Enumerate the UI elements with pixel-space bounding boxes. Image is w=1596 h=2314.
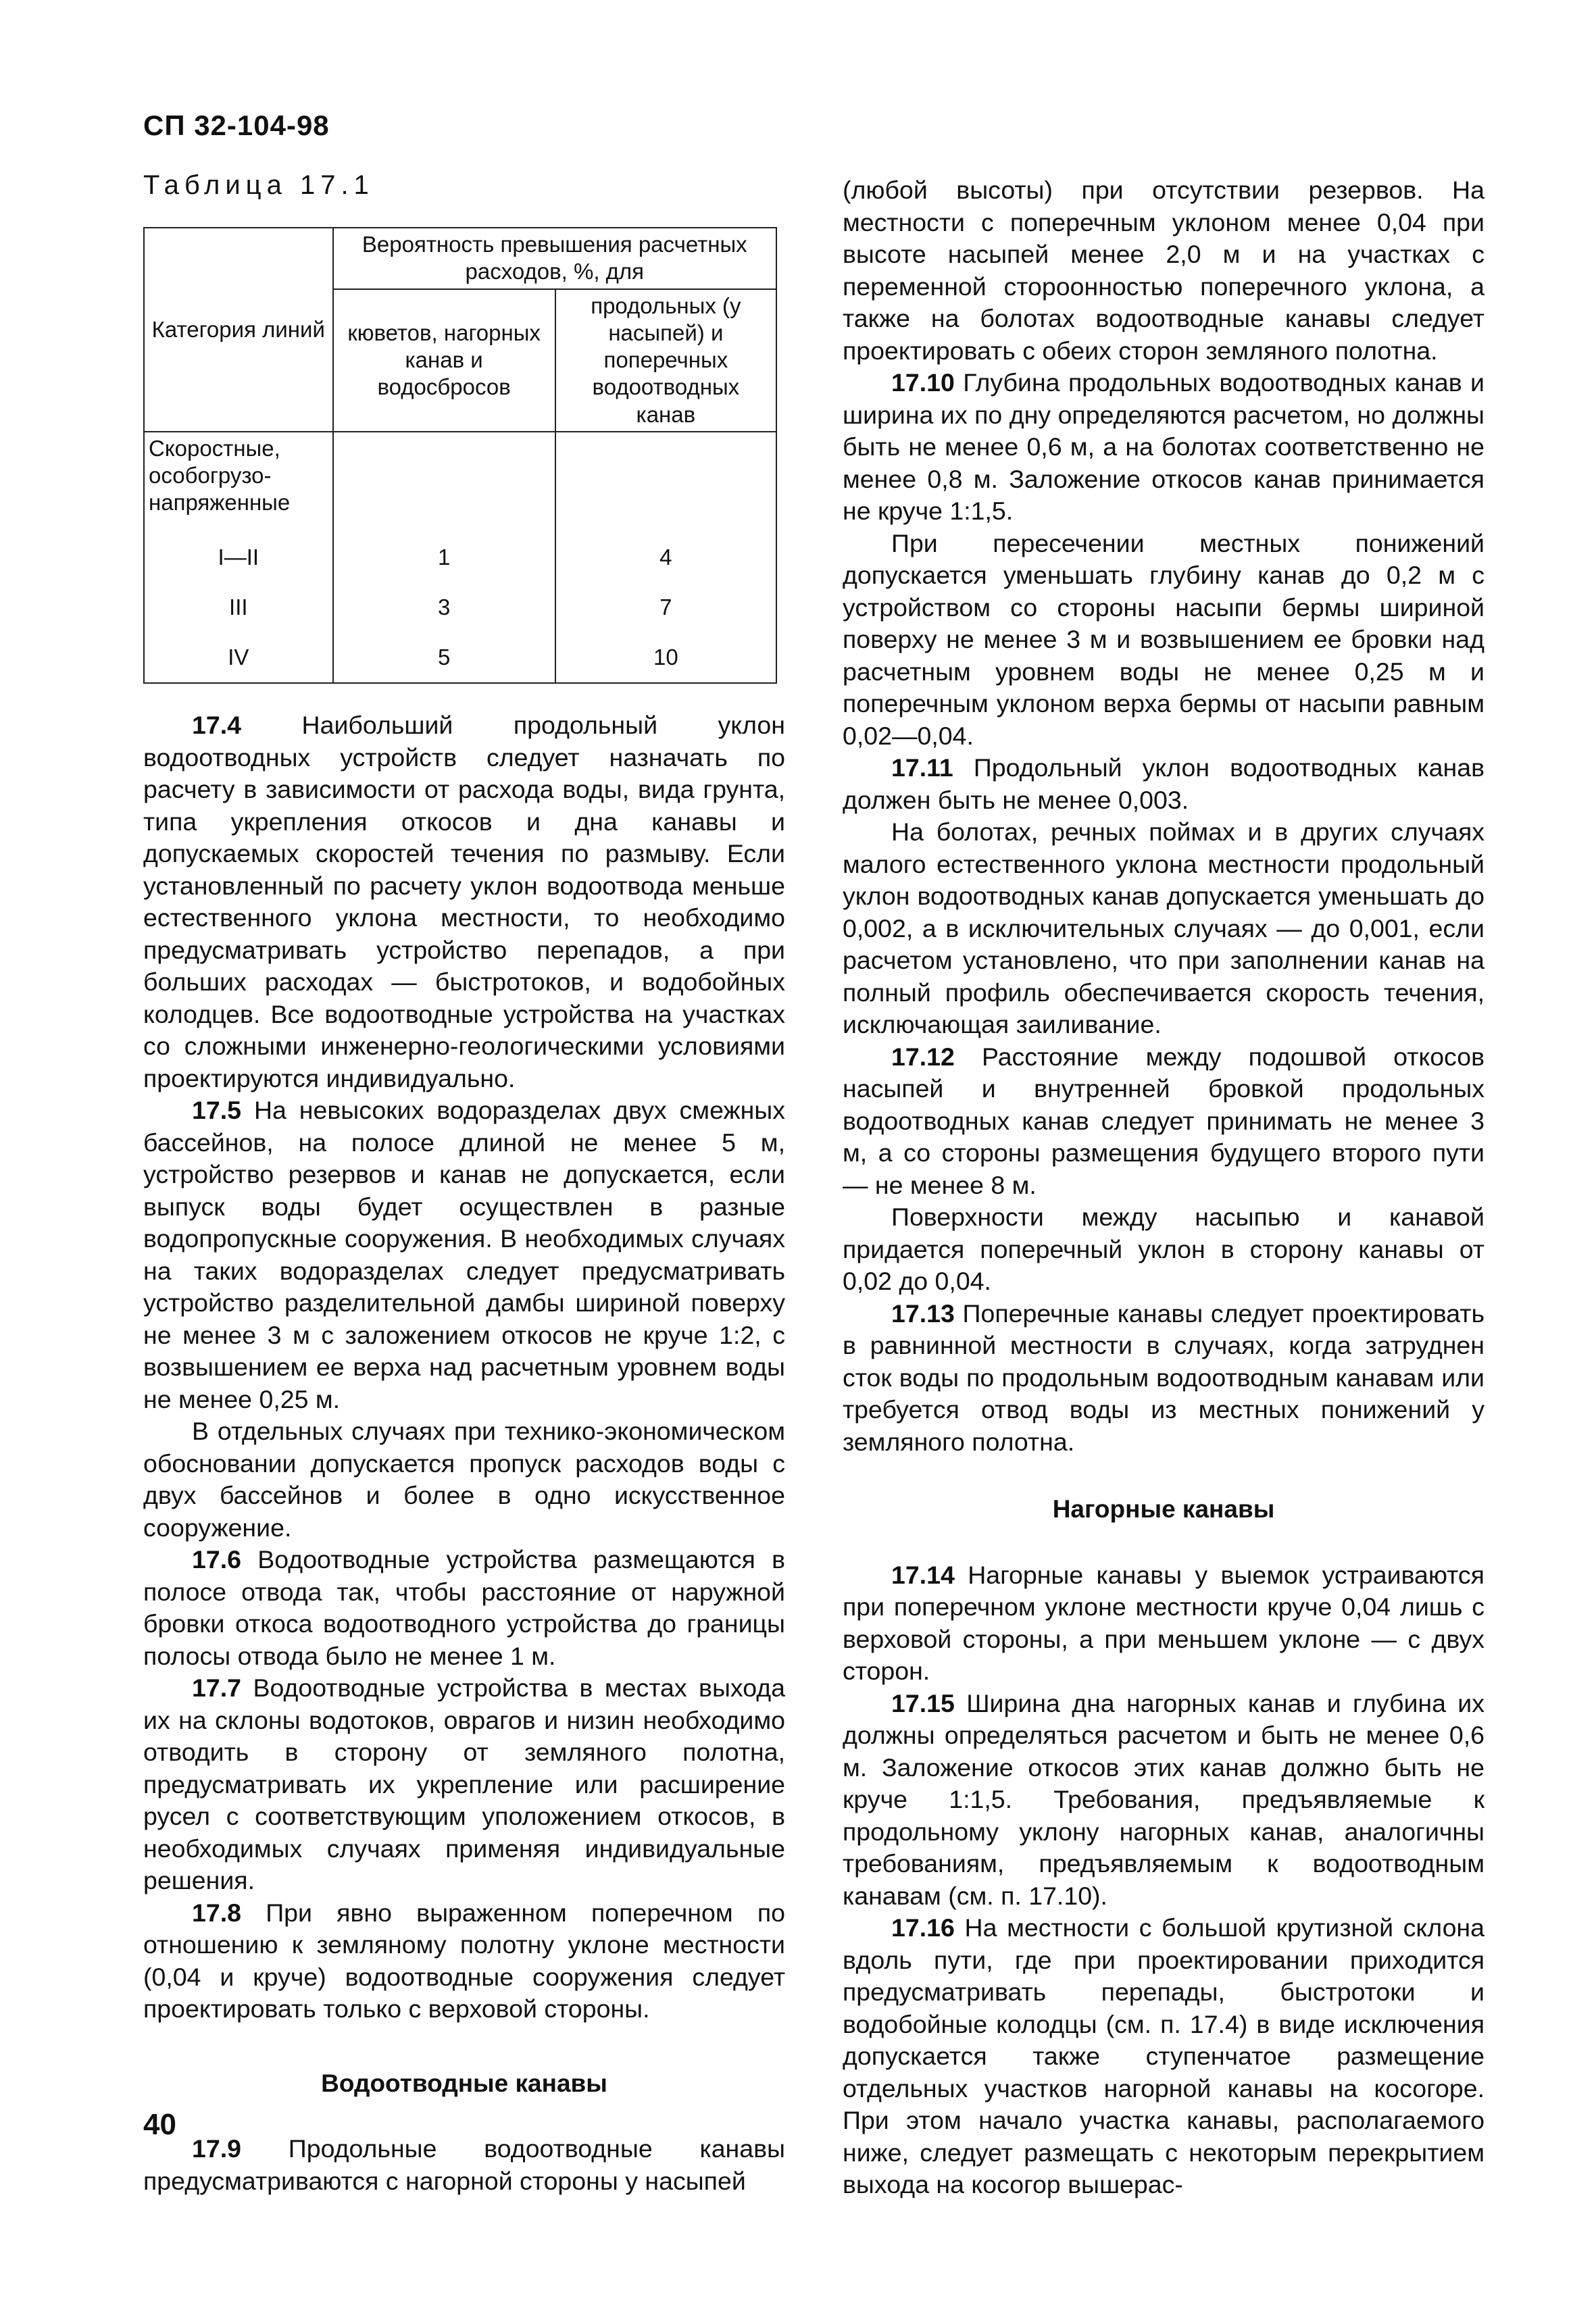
table-cell-v2: [555, 432, 776, 532]
page-number: 40: [143, 2108, 176, 2141]
clause-number: 17.10: [891, 368, 955, 397]
table-cell-v2: 4: [555, 532, 776, 582]
paragraph-text: Ширина дна нагорных канав и глубина их должны определяться расчетом и быть не менее 0,6 м. Заложение откосов этих канав должно быть не круче 1:1,5. Требования, предъявляемые к продольному уклону нагорных канав, аналогичны требованиям, предъявляемым к водоотводным канавам (см. п. 17.10).: [843, 1688, 1485, 1910]
table-cell-v1: [333, 432, 555, 532]
clause-number: 17.6: [192, 1545, 241, 1574]
col-probability-header: Вероятность превышения расчетных расходов, %, для: [333, 228, 776, 289]
table-cell-v2: 7: [555, 582, 776, 632]
paragraph-text: Водоотводные устройства размещаются в полосе отвода так, чтобы расстояние от наружной бровки откоса водоотводного устройства до границы полосы отвода было не менее 1 м.: [143, 1545, 786, 1670]
col-category-header: Категория линий: [144, 228, 333, 432]
paragraph-text: Наибольший продольный уклон водоотводных устройств следует назначать по расчету в зависимости от расхода воды, вида грунта, типа укрепления откосов и дна канавы и допускаемых скоростей течения по размыву. Если установленный по расчету уклон водоотвода меньше естественного уклона местности, то необходимо предусматривать устройство перепадов, а при больших расходах — быстротоков, и водобойных колодцев. Все водоотводные устройства на участках со сложными инженерно-геологическими условиями проектируются индивидуально.: [143, 711, 785, 1092]
paragraph-text: На невысоких водоразделах двух смежных бассейнов, на полосе длиной не менее 5 м, устройство резервов и канав не допускается, если выпуск воды будет осуществлен в разные водопропускные сооружения. В необходимых случаях на таких водоразделах следует предусматривать устройство разделительной дамбы шириной поверху не менее 3 м с заложением откосов не круче 1:2, с возвышением ее верха над расчетным уровнем воды не менее 0,25 м.: [143, 1096, 785, 1413]
table-caption: Таблица 17.1: [143, 170, 374, 200]
paragraph-17-10: [843, 367, 1485, 528]
paragraph-text: Нагорные канавы у выемок устраиваются при поперечном уклоне местности круче 0,04 лишь с верховой стороны, а при меньшем уклоне — с двух сторон.: [843, 1560, 1485, 1685]
table-cell-category: IV: [144, 632, 333, 683]
paragraph-17-15: [843, 1688, 1485, 1913]
clause-number: 17.4: [192, 711, 241, 739]
paragraph-17-11-b: На болотах, речных поймах и в других случаях малого естественного уклона местности продольный уклон водоотводных канав допускается уменьшать до 0,002, а в исключительных случаях — до 0,001, если расчетом установлено, что при заполнении канав на полный профиль обеспечивается скорость течения, исключающая заиливание.: [843, 818, 1485, 1038]
paragraph-17-16: [843, 1912, 1485, 2201]
paragraph-17-12: [843, 1041, 1485, 1202]
paragraph-17-10-b: При пересечении местных понижений допускается уменьшать глубину канав до 0,2 м с устройством со стороны насыпи бермы шириной поверху не менее 3 м и возвышением ее бровки над расчетным уровнем воды не менее 0,25 м и поперечным уклоном верха бермы от насыпи равным 0,02—0,04.: [843, 528, 1485, 750]
table-cell-category: Скоростные, особогрузо-напряженные: [144, 432, 333, 532]
paragraph-17-9-continued: (любой высоты) при отсутствии резервов. На местности с поперечным уклоном менее 0,04 при высоте насыпей менее 2,0 м и на участках с переменной стороонностью поперечного уклона, а также на болотах водоотводные канавы следует проектировать с обеих сторон земляного полотна.: [843, 176, 1485, 365]
clause-number: 17.14: [891, 1560, 955, 1589]
clause-number: 17.11: [891, 753, 953, 782]
clause-number: 17.15: [891, 1688, 955, 1717]
paragraph-text: Расстояние между подошвой откосов насыпей и внутренней бровкой продольных водоотводных канав следует принимать не менее 3 м, а со стороны размещения будущего второго пути — не менее 8 м.: [843, 1042, 1485, 1199]
paragraph-text: Продольные водоотводные канавы предусматриваются с нагорной стороны у насыпей: [143, 2134, 785, 2195]
probability-table: [143, 227, 777, 684]
paragraph-17-7: [143, 1672, 785, 1897]
clause-number: 17.16: [891, 1913, 955, 1942]
clause-number: 17.12: [891, 1042, 955, 1071]
col-ditches-header: кюветов, нагорных канав и водосбросов: [333, 289, 555, 432]
paragraph-text: Поперечные канавы следует проектировать в равнинной местности в случаях, когда затруднен сток воды по продольным водоотводным канавам или требуется отвод воды из местных понижений у земляного полотна.: [843, 1299, 1485, 1456]
table-cell-category: I—II: [144, 532, 333, 582]
paragraph-17-11: [843, 752, 1485, 816]
paragraph-17-14: [843, 1559, 1485, 1688]
paragraph-17-5-b: В отдельных случаях при технико-экономическом обосновании допускается пропуск расходов воды с двух бассейнов и более в одно искусственное сооружение.: [143, 1417, 785, 1542]
table-cell-v1: 1: [333, 532, 555, 582]
paragraph-17-12-b: Поверхности между насыпью и канавой придается поперечный уклон в сторону канавы от 0,02 до 0,04.: [843, 1203, 1485, 1295]
section-heading-upland-ditches: Нагорные канавы: [1052, 1495, 1275, 1523]
paragraph-text: При явно выраженном поперечном по отношению к земляному полотну уклоне местности (0,04 и круче) водоотводные сооружения следует проектировать только с верховой стороны.: [143, 1898, 785, 2023]
section-heading-drainage: Водоотводные канавы: [321, 2069, 607, 2097]
table-cell-category: III: [144, 582, 333, 632]
clause-number: 17.7: [192, 1674, 241, 1702]
paragraph-text: Глубина продольных водоотводных канав и ширина их по дну определяются расчетом, но должны быть не менее 0,6 м, а на болотах соответственно не менее 0,8 м. Заложение откосов канав принимается не круче 1:1,5.: [843, 368, 1485, 525]
right-column: [843, 174, 1485, 2201]
document-code-header: СП 32-104-98: [143, 109, 330, 141]
table-cell-v1: 5: [333, 632, 555, 683]
clause-number: 17.5: [192, 1096, 241, 1124]
paragraph-17-13: [843, 1298, 1485, 1459]
paragraph-17-9: [143, 2133, 785, 2197]
table-cell-v2: 10: [555, 632, 776, 683]
clause-number: 17.9: [192, 2134, 241, 2163]
paragraph-text: Водоотводные устройства в местах выхода их на склоны водотоков, оврагов и низин необходимо отводить в сторону от земляного полотна, предусматривать их укрепление или расширение русел с соответствующим уположением откосов, в необходимых случаях применяя индивидуальные решения.: [143, 1674, 785, 1894]
paragraph-17-6: [143, 1544, 785, 1672]
paragraph-17-8: [143, 1897, 785, 2026]
left-column: [143, 709, 785, 2197]
paragraph-text: Продольный уклон водоотводных канав должен быть не менее 0,003.: [843, 753, 1485, 814]
table-cell-v1: 3: [333, 582, 555, 632]
paragraph-text: На местности с большой крутизной склона вдоль пути, где при проектировании приходится предусматривать перепады, быстротоки и водобойные колодцы (см. п. 17.4) в виде исключения допускается также ступенчатое размещение отдельных участков нагорной канавы на косогоре. При этом начало участка канавы, располагаемого ниже, следует размещать с некоторым перекрытием выхода на косогор вышерас-: [843, 1913, 1485, 2198]
paragraph-17-4: [143, 709, 785, 1095]
col-drainage-header: продольных (у насыпей) и поперечных водоотводных канав: [555, 289, 776, 432]
clause-number: 17.8: [192, 1898, 241, 1927]
clause-number: 17.13: [891, 1299, 955, 1328]
paragraph-17-5: [143, 1095, 785, 1415]
